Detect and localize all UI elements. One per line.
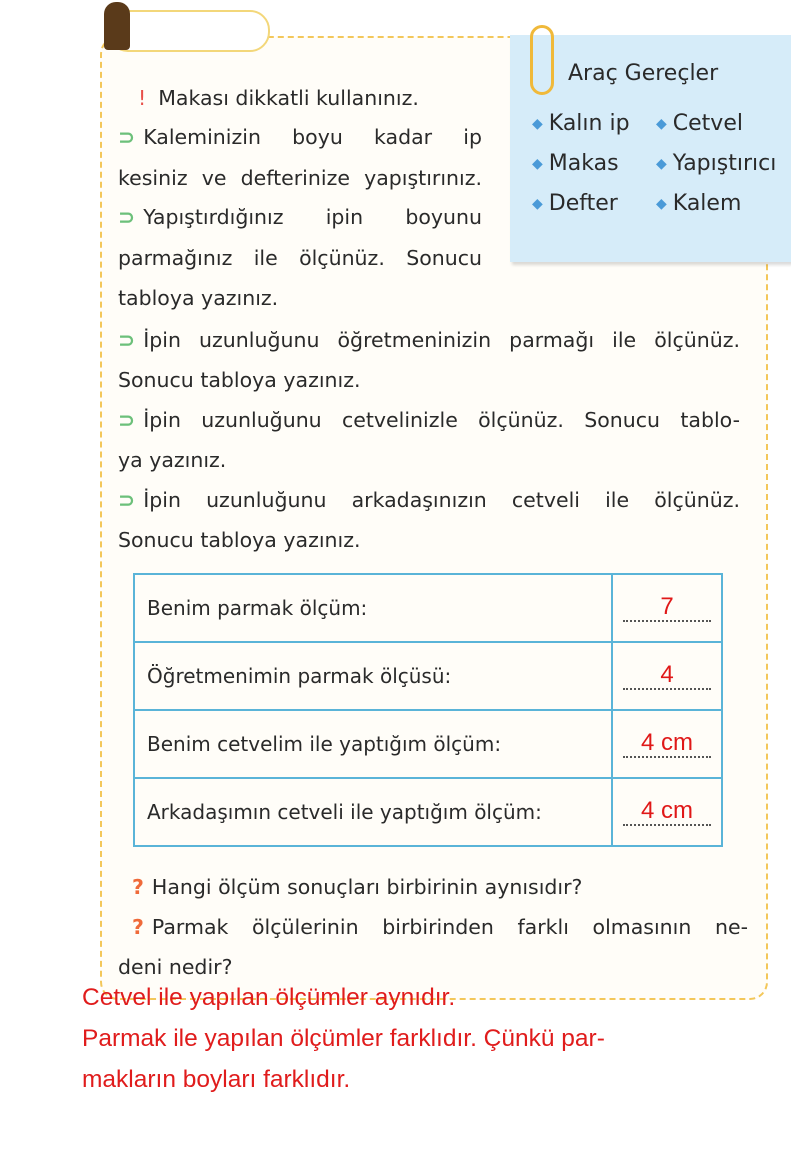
instruction-line: ⊃ Kaleminizin boyu kadar ip — [118, 125, 482, 149]
measurement-table — [133, 573, 723, 847]
diamond-icon: ◆ — [656, 116, 667, 132]
question-line: deni nedir? — [118, 955, 233, 979]
instruction-line: Sonucu tabloya yazınız. — [118, 528, 361, 552]
instruction-line: ⊃ İpin uzunluğunu arkadaşınızın cetveli ile ölçünüz. — [118, 488, 740, 512]
handwritten-answer: makların boyları farklıdır. — [82, 1066, 351, 1093]
table-row: Benim cetvelim ile yaptığım ölçüm: 4 cm — [134, 710, 722, 778]
instruction-line: ⊃ İpin uzunluğunu öğretmeninizin parmağı ile ölçünüz. — [118, 328, 740, 352]
diamond-icon: ◆ — [656, 156, 667, 172]
warning-line: ! Makası dikkatli kullanınız. — [138, 86, 419, 110]
arrow-icon: ⊃ — [118, 488, 136, 512]
section-tab — [108, 10, 270, 52]
arrow-icon: ⊃ — [118, 125, 136, 149]
answer-field[interactable]: 7 — [623, 594, 711, 622]
tool-item: ◆ Kalın ip — [532, 111, 630, 136]
table-row: Öğretmenimin parmak ölçüsü: 4 — [134, 642, 722, 710]
instruction-line: kesiniz ve defterinize yapıştırınız. — [118, 166, 482, 190]
question-icon: ? — [132, 875, 144, 899]
diamond-icon: ◆ — [532, 156, 543, 172]
tool-item: ◆ Cetvel — [656, 111, 743, 136]
diamond-icon: ◆ — [656, 196, 667, 212]
instruction-line: Sonucu tabloya yazınız. — [118, 368, 361, 392]
tools-title: Araç Gereçler — [568, 61, 719, 86]
tool-item: ◆ Kalem — [656, 191, 742, 216]
instruction-line: parmağınız ile ölçünüz. Sonucu — [118, 246, 482, 270]
answer-field[interactable]: 4 — [623, 662, 711, 690]
tool-item: ◆ Makas — [532, 151, 619, 176]
answer-field[interactable]: 4 cm — [623, 730, 711, 758]
exclamation-icon: ! — [138, 86, 147, 110]
diamond-icon: ◆ — [532, 116, 543, 132]
instruction-line: ⊃ Yapıştırdığınız ipin boyunu — [118, 205, 482, 229]
answer-field[interactable]: 4 cm — [623, 798, 711, 826]
question-icon: ? — [132, 915, 144, 939]
tool-item: ◆ Defter — [532, 191, 618, 216]
table-row: Arkadaşımın cetveli ile yaptığım ölçüm: 4 cm — [134, 778, 722, 846]
instruction-line: tabloya yazınız. — [118, 286, 279, 310]
character-illustration — [104, 2, 130, 50]
paperclip-icon — [530, 25, 554, 95]
question-line: ? Parmak ölçülerinin birbirinden farklı olmasının ne- — [132, 915, 748, 939]
arrow-icon: ⊃ — [118, 408, 136, 432]
diamond-icon: ◆ — [532, 196, 543, 212]
handwritten-answer: Parmak ile yapılan ölçümler farklıdır. Çünkü par- — [82, 1025, 605, 1052]
arrow-icon: ⊃ — [118, 328, 136, 352]
arrow-icon: ⊃ — [118, 205, 136, 229]
table-row: Benim parmak ölçüm: 7 — [134, 574, 722, 642]
question-line: ? Hangi ölçüm sonuçları birbirinin aynısıdır? — [132, 875, 583, 899]
instruction-line: ya yazınız. — [118, 448, 227, 472]
tool-item: ◆ Yapıştırıcı — [656, 151, 777, 176]
handwritten-answer: Cetvel ile yapılan ölçümler aynıdır. — [82, 984, 456, 1011]
instruction-line: ⊃ İpin uzunluğunu cetvelinizle ölçünüz. Sonucu tablo- — [118, 408, 740, 432]
